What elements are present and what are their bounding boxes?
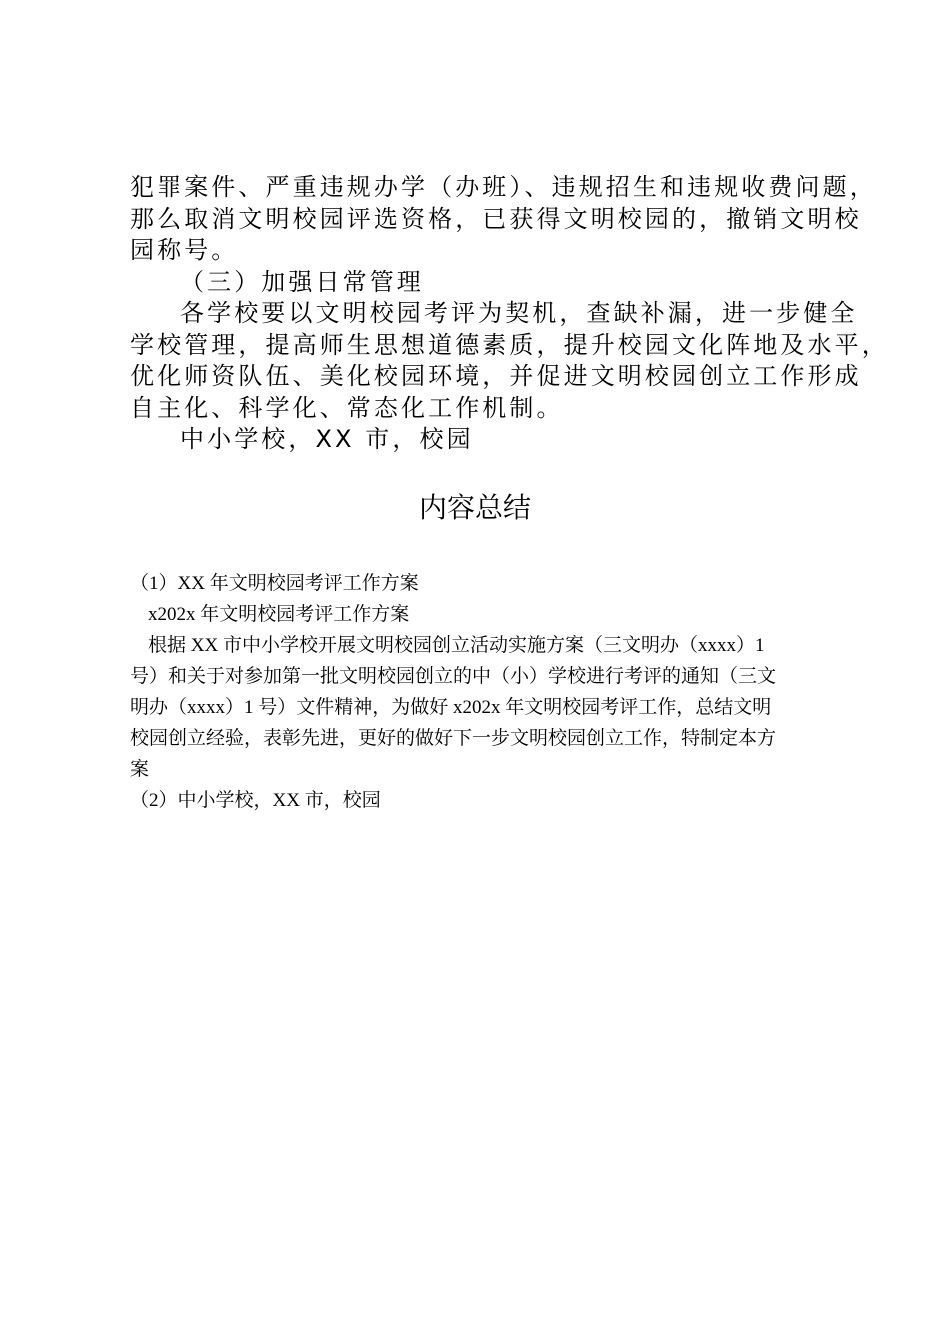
- body-line: 优化师资队伍、美化校园环境，并促进文明校园创立工作形成: [130, 362, 862, 390]
- summary-line: 号）和关于对参加第一批文明校园创立的中（小）学校进行考评的通知（三文: [130, 666, 777, 687]
- body-text: [130, 172, 889, 456]
- summary-line: 明办（xxxx）1 号）文件精神，为做好 x202x 年文明校园考评工作，总结文明: [130, 697, 772, 718]
- summary-line: x202x 年文明校园考评工作方案: [148, 604, 410, 625]
- summary-line: （1）XX 年文明校园考评工作方案: [130, 573, 419, 594]
- summary-title: 内容总结: [418, 491, 531, 524]
- body-line: 各学校要以文明校园考评为契机，查缺补漏，进一步健全: [180, 299, 858, 327]
- summary-line: 根据 XX 市中小学校开展文明校园创立活动实施方案（三文明办（xxxx）1: [148, 635, 765, 656]
- body-line: 园称号。: [130, 236, 239, 264]
- keywords-line: 中小学校，XX 市，校园: [180, 425, 474, 453]
- summary-line: 案: [130, 759, 150, 780]
- body-line: 学校管理，提高师生思想道德素质，提升校园文化阵地及水平，: [130, 330, 889, 359]
- section-heading: （三）加强日常管理: [180, 267, 424, 296]
- body-line: 犯罪案件、严重违规办学（办班）、违规招生和违规收费问题，: [130, 173, 877, 201]
- body-line: 自主化、科学化、常态化工作机制。: [130, 393, 564, 422]
- summary-text: [130, 568, 835, 816]
- summary-line: 校园创立经验，表彰先进，更好的做好下一步文明校园创立工作，特制定本方: [130, 728, 777, 749]
- summary-line: （2）中小学校，XX 市，校园: [130, 790, 381, 811]
- body-line: 那么取消文明校园评选资格，已获得文明校园的，撤销文明校: [130, 204, 862, 233]
